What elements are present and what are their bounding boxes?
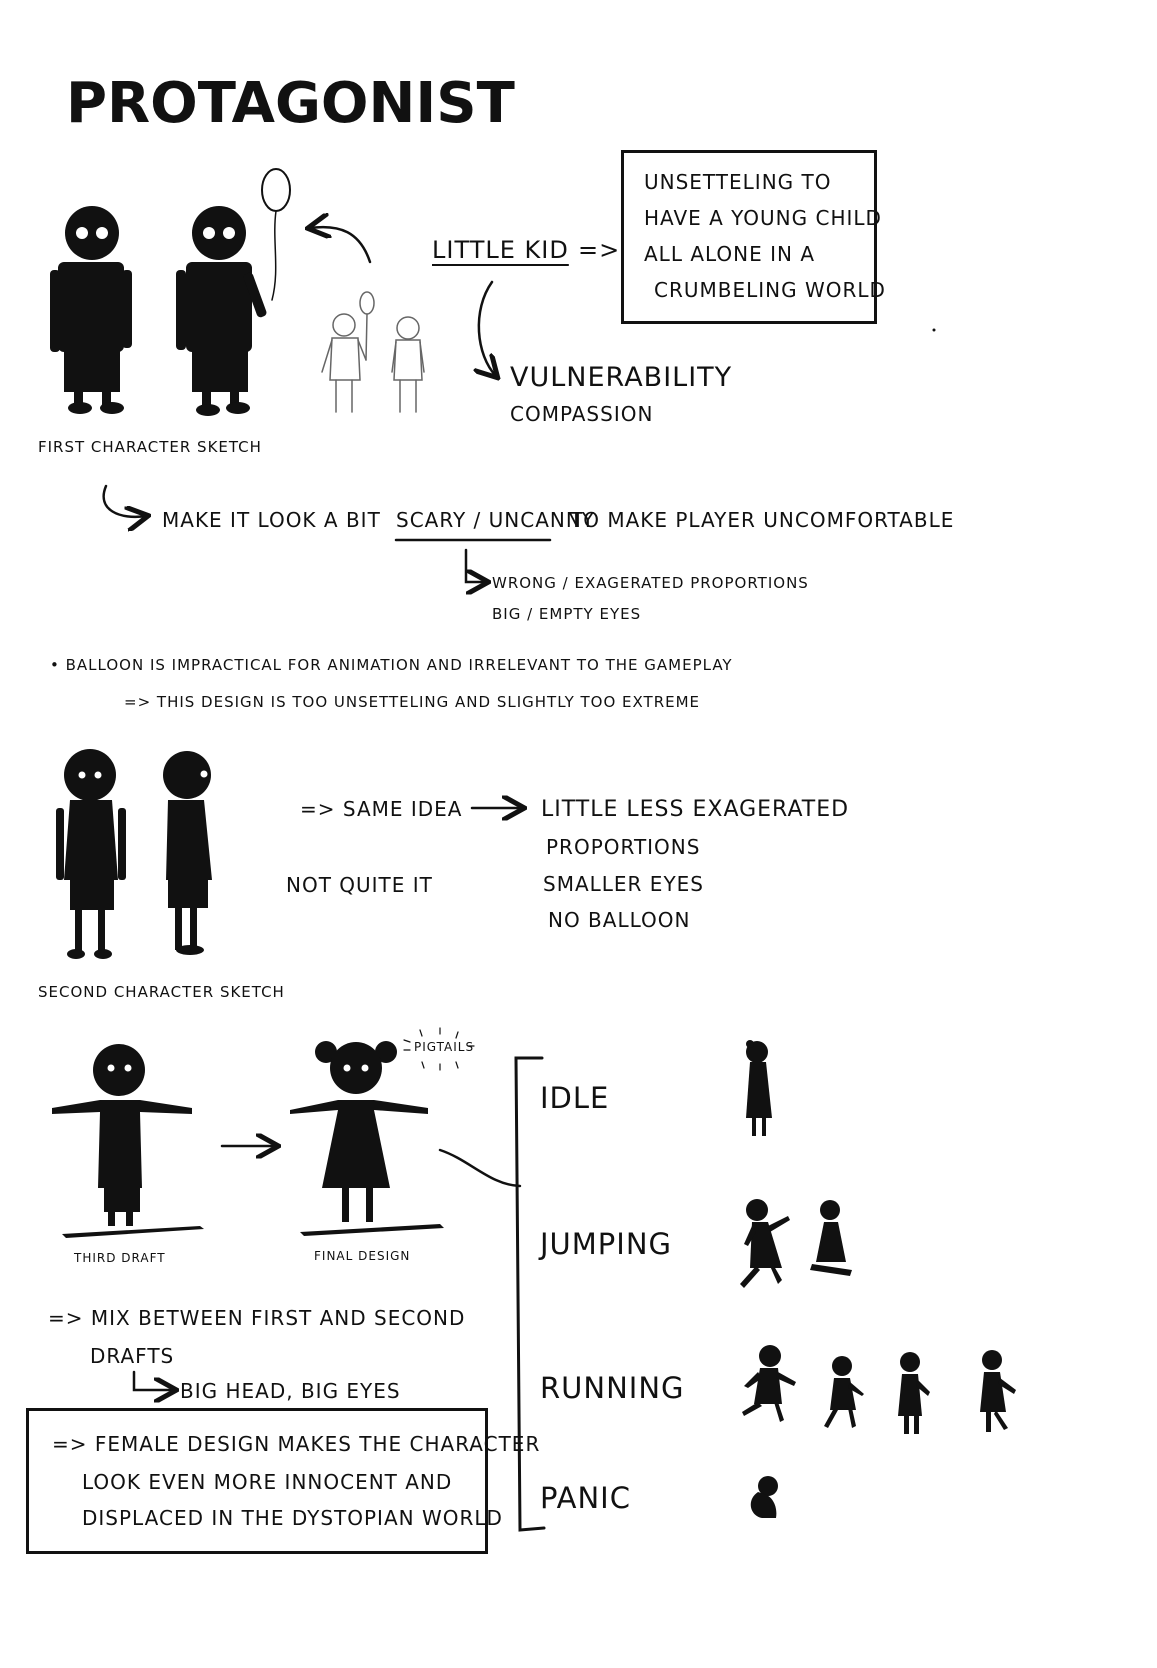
anim-jumping-label: JUMPING (540, 1227, 673, 1261)
sub-proportions: WRONG / EXAGERATED PROPORTIONS (492, 574, 809, 592)
box-line-2: HAVE A YOUNG CHILD (644, 206, 882, 230)
running-silhouette-4 (980, 1350, 1016, 1432)
anim-idle-label: IDLE (540, 1081, 610, 1115)
anim-running-label: RUNNING (540, 1371, 685, 1405)
little-kid-arrow: => (578, 236, 621, 264)
pencil-sketch-kids (322, 292, 424, 412)
second-sketch-front (56, 749, 126, 959)
mix-line-2: DRAFTS (90, 1344, 175, 1368)
box-line-4: CRUMBELING WORLD (654, 278, 886, 302)
running-silhouette-3 (898, 1352, 930, 1434)
same-idea-label: => SAME IDEA (300, 797, 463, 821)
box-line-3: ALL ALONE IN A (644, 242, 816, 266)
sub-eyes: BIG / EMPTY EYES (492, 605, 642, 623)
vulnerability-label: VULNERABILITY (510, 362, 733, 393)
female-line-1: => FEMALE DESIGN MAKES THE CHARACTER (52, 1432, 541, 1456)
design-too-extreme-note: => THIS DESIGN IS TOO UNSETTELING AND SLIGHTLY TOO EXTREME (124, 693, 701, 711)
second-sketch-side (163, 751, 212, 955)
scary-prefix: MAKE IT LOOK A BIT (162, 508, 381, 532)
panic-silhouette (751, 1476, 778, 1518)
mix-sub: BIG HEAD, BIG EYES (180, 1379, 401, 1403)
anim-panic-label: PANIC (540, 1481, 631, 1515)
female-line-2: LOOK EVEN MORE INNOCENT AND (82, 1470, 453, 1494)
pigtails-label: PIGTAILS (414, 1040, 475, 1054)
jumping-silhouette-2 (810, 1200, 852, 1276)
running-silhouette-1 (742, 1345, 796, 1422)
scary-suffix: TO MAKE PLAYER UNCOMFORTABLE (570, 508, 955, 532)
first-sketch-figure-2-balloon (176, 206, 268, 416)
page-title: PROTAGONIST (66, 71, 515, 136)
second-sketch-caption: SECOND CHARACTER SKETCH (38, 983, 285, 1001)
change-4: NO BALLOON (548, 908, 691, 932)
jumping-silhouette-1 (740, 1199, 790, 1288)
compassion-label: COMPASSION (510, 402, 654, 426)
first-sketch-figure-1 (50, 206, 132, 414)
little-kid-label: LITTLE KID (432, 236, 569, 264)
first-sketch-caption: FIRST CHARACTER SKETCH (38, 438, 262, 456)
mix-line-1: => MIX BETWEEN FIRST AND SECOND (48, 1306, 466, 1330)
balloon-note: • BALLOON IS IMPRACTICAL FOR ANIMATION AND IRRELEVANT TO THE GAMEPLAY (50, 656, 733, 674)
change-1: LITTLE LESS EXAGERATED (541, 797, 850, 822)
change-3: SMALLER EYES (543, 872, 704, 896)
box-line-1: UNSETTELING TO (644, 170, 832, 194)
change-2: PROPORTIONS (546, 835, 701, 859)
third-draft-caption: THIRD DRAFT (74, 1251, 166, 1265)
final-design-caption: FINAL DESIGN (314, 1249, 411, 1263)
scary-key: SCARY / UNCANNY (396, 508, 596, 532)
female-line-3: DISPLACED IN THE DYSTOPIAN WORLD (82, 1506, 503, 1530)
not-quite-label: NOT QUITE IT (286, 873, 433, 897)
idle-silhouette (746, 1040, 772, 1136)
third-draft-figure (52, 1044, 204, 1238)
running-silhouette-2 (824, 1356, 864, 1428)
